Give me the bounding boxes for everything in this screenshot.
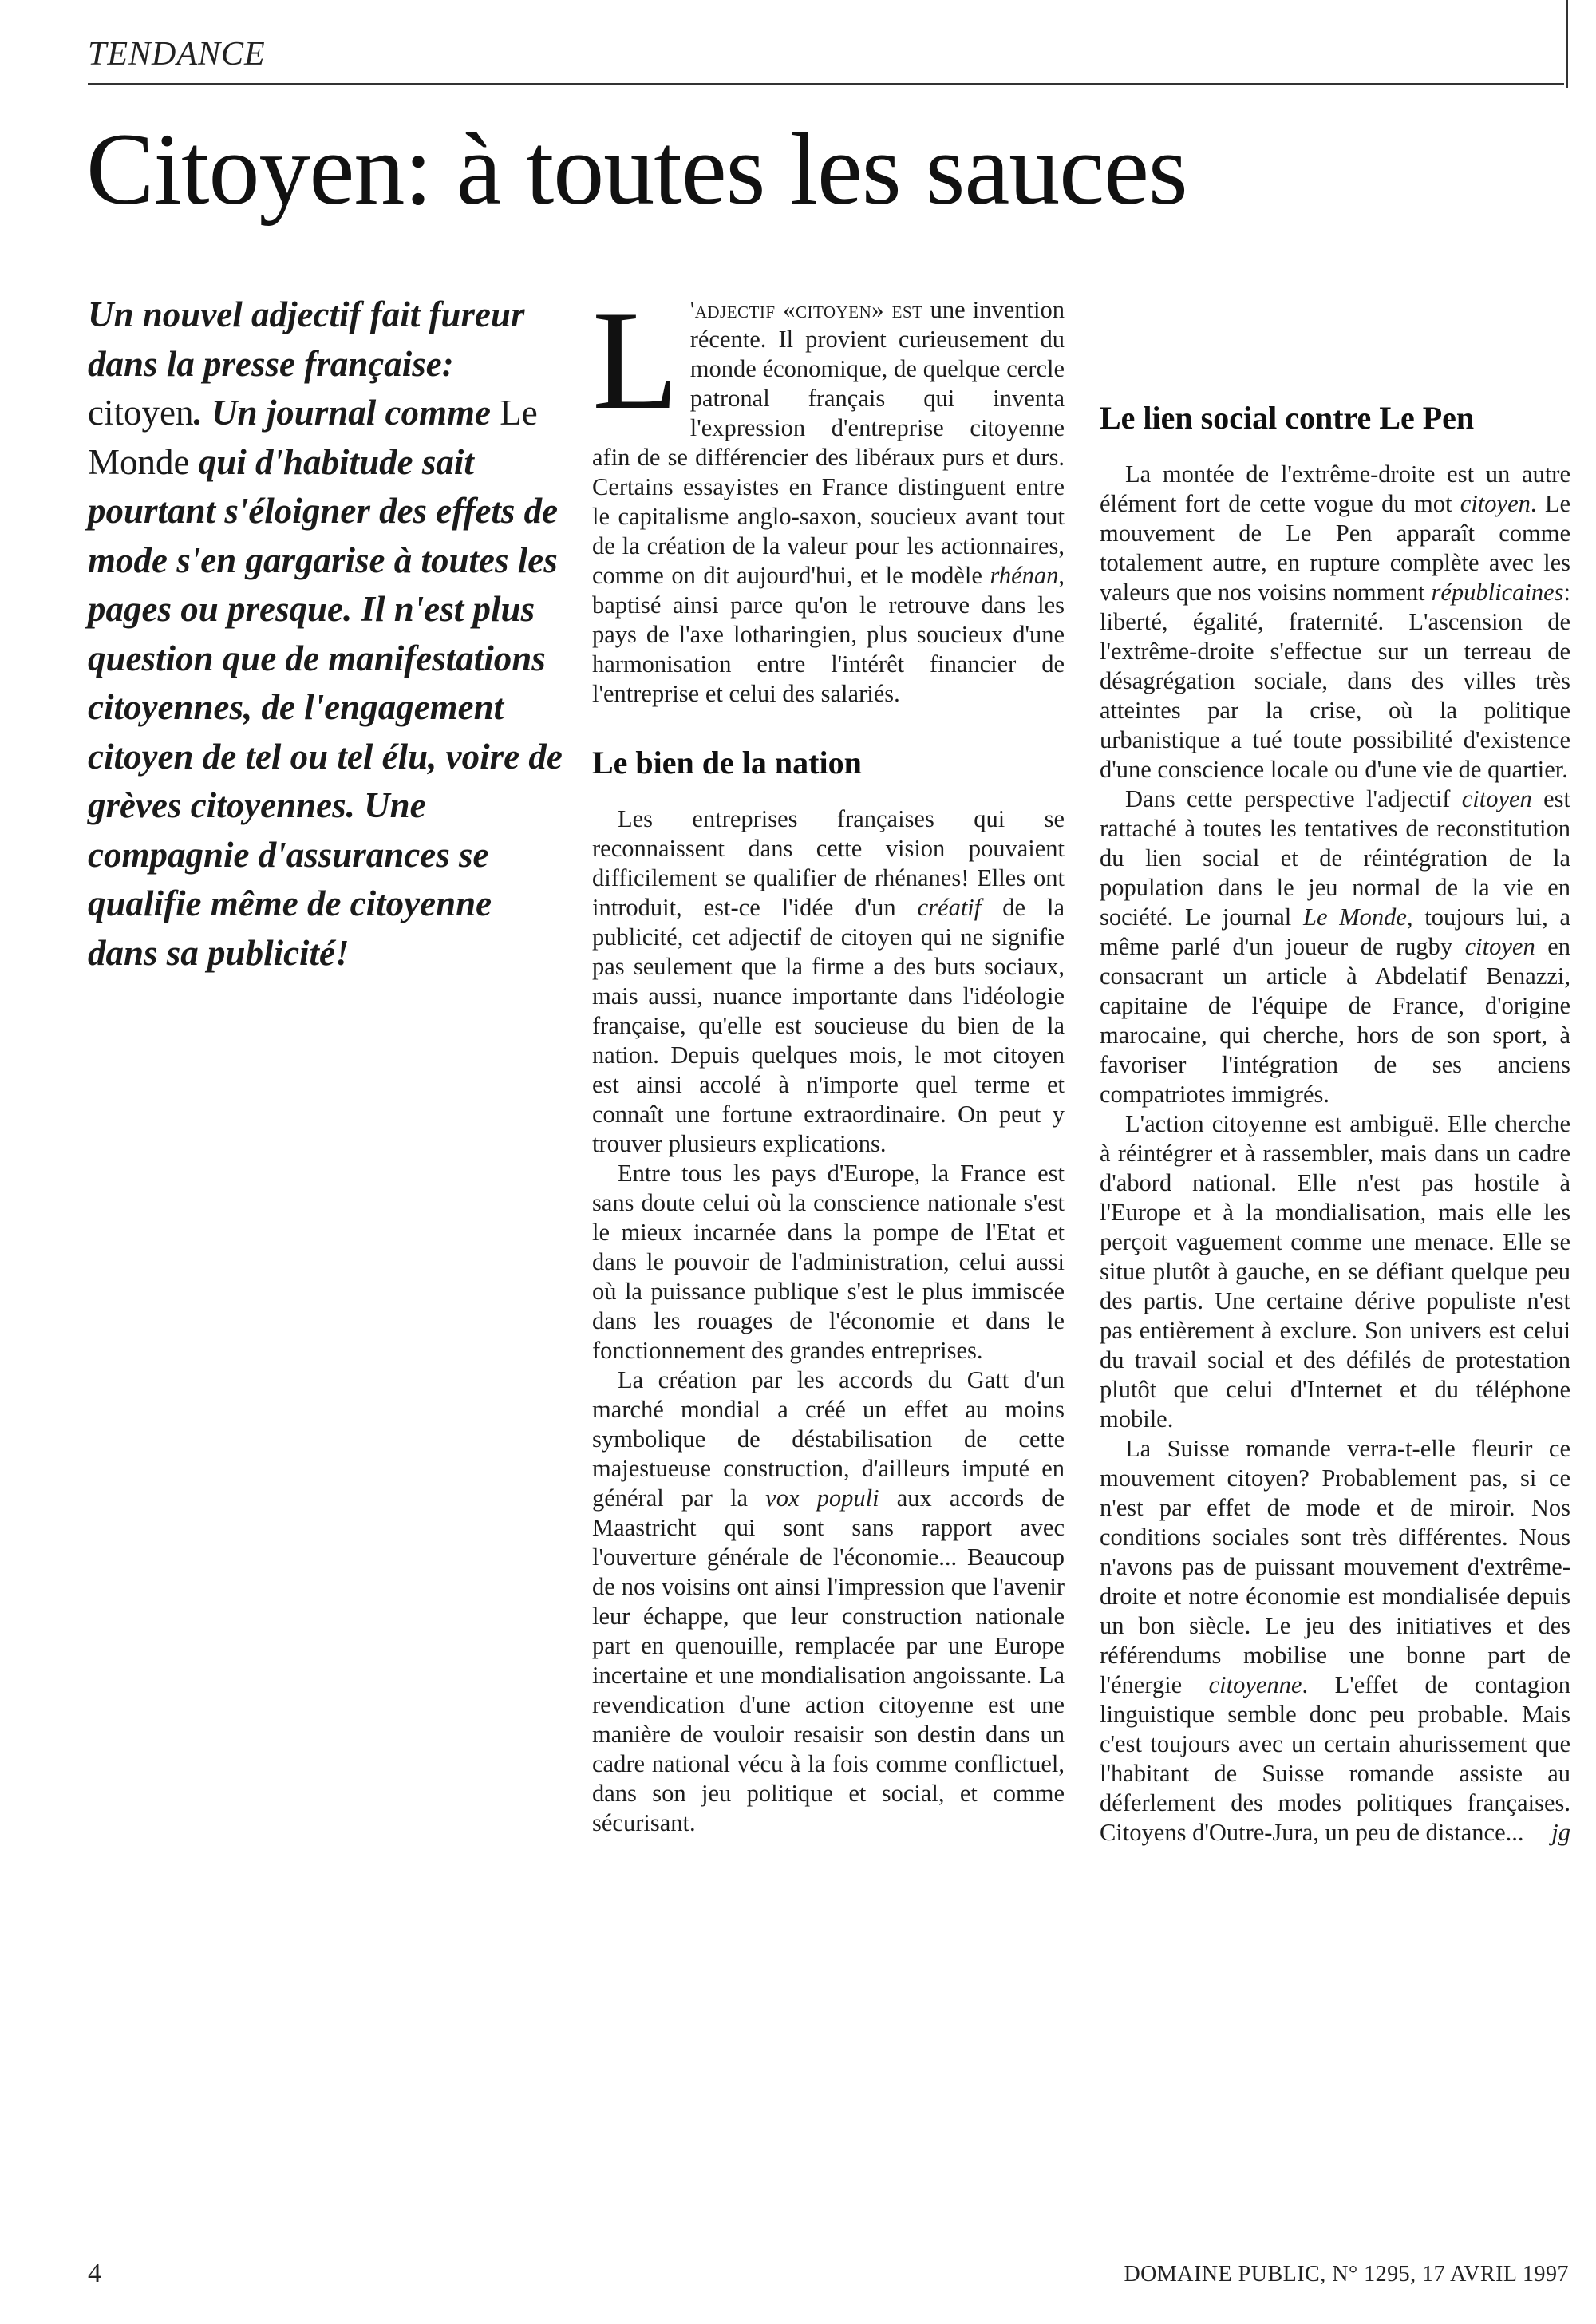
article-text: aux accords de Maastricht qui sont sans rapport avec l'ouverture générale de l'économie... Beaucoup de nos voisins ont ainsi l'impression que l'avenir leur échappe, que leur construction nationale part en quenouille, remplacée par une Europe incertaine et une mondialisation angoissante. La revendication d'une action citoyenne est une manière de vouloir resaisir son destin dans un cadre national vécu à la fois comme conflictuel, dans son jeu politique et social, et comme sécurisant. <box>592 1484 1065 1836</box>
italic-term: créatif <box>917 894 982 921</box>
article-text: : liberté, égalité, fraternité. L'ascension de l'extrême-droite s'effectue sur un terreau de désagrégation sociale, dans des villes très atteintes par la crise, où la politique urbanistique a tué toute possibilité d'existence d'une conscience locale ou d'une vie de quartier. <box>1100 579 1570 783</box>
italic-term: vox populi <box>765 1484 879 1512</box>
italic-term: citoyenne <box>1208 1671 1302 1698</box>
italic-term: Le Monde <box>1303 903 1407 931</box>
article-text: , baptisé ainsi parce qu'on le retrouve dans les pays de l'axe lotharingien, plus soucieux d'une harmonisation entre l'intérêt financier de l'entreprise et celui des salariés. <box>592 562 1065 707</box>
article-paragraph-7: L'action citoyenne est ambiguë. Elle cherche à réintégrer et à rassembler, mais dans un cadre d'abord national. Elle n'est pas hostile à l'Europe et à la mondialisation, mais elle les perçoit vaguement comme une menace. Elle se situe plutôt à gauche, en se défiant quelque peu des partis. Une certaine dérive populiste n'est pas entièrement à exclure. Son univers est celui du travail social et des défilés de protestation plutôt que celui d'Internet et du téléphone mobile. <box>1100 1110 1570 1433</box>
lead-text-3: qui d'habitude sait pourtant s'éloigner des effets de mode s'en gargarise à toutes les pages ou presque. Il n'est plus question que de manifestations citoyennes, de l'engagement citoyen de tel ou tel élu, voire de grèves citoyennes. Une compagnie d'assurances se qualifie même de citoyenne dans sa publicité! <box>88 441 563 973</box>
article-paragraph-2 <box>592 804 1065 1159</box>
article-column-3 <box>1100 295 1570 1848</box>
article-text: . Le mouvement de Le Pen apparaît comme totalement autre, en rupture complète avec les valeurs que nos voisins nomment <box>1100 490 1570 606</box>
lead-text-1: Un nouvel adjectif fait fureur dans la presse française: <box>88 294 525 384</box>
article-text: . L'effet de contagion linguistique semble donc peu probable. Mais c'est toujours avec un certain ahurissement que l'habitant de Suisse romande assiste au déferlement des modes politiques françaises. Citoyens d'Outre-Jura, un peu de distance... <box>1100 1671 1570 1846</box>
italic-term: républicaines <box>1431 579 1564 606</box>
header-rule <box>88 83 1564 85</box>
page-number: 4 <box>88 2259 101 2288</box>
article-text: Les entreprises françaises qui se reconnaissent dans cette vision pouvaient difficilement se qualifier de rhénanes! Elles ont introduit, est-ce l'idée d'un <box>592 805 1065 921</box>
article-text: en consacrant un article à Abdelatif Benazzi, capitaine de l'équipe de France, d'origine marocaine, qui cherche, hors de son sport, à favoriser l'intégration de ses anciens compatriotes immigrés. <box>1100 933 1570 1108</box>
article-text: Dans cette perspective l'adjectif <box>1125 785 1462 812</box>
article-text: , toujours lui, a même parlé d'un joueur de rugby <box>1100 903 1570 960</box>
article-paragraph-4 <box>592 1366 1065 1838</box>
author-signature: jg <box>1551 1819 1570 1846</box>
article-column-2 <box>592 281 1065 1838</box>
italic-term: citoyen <box>1464 933 1535 960</box>
lead-text-2: . Un journal comme <box>193 393 500 433</box>
article-text: une invention récente. Il provient curieusement du monde économique, de quelque cercle patronal français qui inventa l'expression d'entreprise citoyenne afin de se différencier des libéraux purs et durs. Certains essayistes en France distinguent entre le capitalisme anglo-saxon, soucieux avant tout de la création de la valeur pour les actionnaires, comme on dit aujourd'hui, et le modèle <box>592 296 1065 589</box>
article-paragraph-3: Entre tous les pays d'Europe, la France est sans doute celui où la conscience nationale s'est le mieux incarnée dans la pompe de l'Etat et dans le pouvoir de l'administration, celui aussi où la puissance publique s'est le plus immiscée dans les rouages de l'économie et dans le fonctionnement des grandes entreprises. <box>592 1160 1065 1364</box>
article-text: La Suisse romande verra-t-elle fleurir ce mouvement citoyen? Probablement pas, si ce n'est par effet de mode et de miroir. Nos conditions sociales sont très différentes. Nous n'avons pas de puissant mouvement d'extrême-droite et notre économie est mondialisée depuis un bon siècle. Le jeu des initiatives et des référendums mobilise une bonne part de l'énergie <box>1100 1435 1570 1698</box>
lead-newspaper-name: Le Monde <box>88 393 538 482</box>
lead-paragraph <box>88 290 567 978</box>
italic-term: citoyen <box>1461 785 1532 812</box>
article-headline: Citoyen: à toutes les sauces <box>86 113 1187 226</box>
article-text: est rattaché à toutes les tentatives de reconstitution du lien social et de réintégration de la population dans le jeu normal de la vie en société. Le journal <box>1100 785 1570 931</box>
section-rubric: TENDANCE <box>88 36 266 73</box>
issue-line: DOMAINE PUBLIC, N° 1295, 17 AVRIL 1997 <box>1124 2262 1569 2286</box>
opening-smallcaps: 'adjectif «citoyen» est <box>689 296 923 323</box>
article-paragraph-5 <box>1100 460 1570 785</box>
article-paragraph-8 <box>1100 1434 1570 1848</box>
article-text: La montée de l'extrême-droite est un autre élément fort de cette vogue du mot <box>1100 460 1570 517</box>
article-text: de la publicité, cet adjectif de citoyen qui ne signifie pas seulement que la firme a des buts sociaux, mais aussi, nuance importante dans l'idéologie française, qu'elle est soucieuse du bien de la nation. Depuis quelques mois, le mot citoyen est ainsi accolé à n'importe quel terme et connaît une fortune extraordinaire. On peut y trouver plusieurs explications. <box>592 894 1065 1157</box>
side-rule <box>1566 0 1568 88</box>
subheading-lien-social: Le lien social contre Le Pen <box>1100 400 1475 436</box>
article-paragraph-1 <box>592 281 1065 709</box>
drop-cap: L <box>592 281 679 439</box>
article-text: La création par les accords du Gatt d'un marché mondial a créé un effet au moins symbolique de déstabilisation de cette majestueuse construction, d'ailleurs imputé en général par la <box>592 1366 1065 1512</box>
article-paragraph-6 <box>1100 785 1570 1109</box>
italic-term: citoyen <box>1460 490 1531 517</box>
subheading-bien-nation: Le bien de la nation <box>592 745 862 781</box>
italic-term: rhénan <box>990 562 1059 589</box>
lead-word-citoyen: citoyen <box>88 393 194 433</box>
